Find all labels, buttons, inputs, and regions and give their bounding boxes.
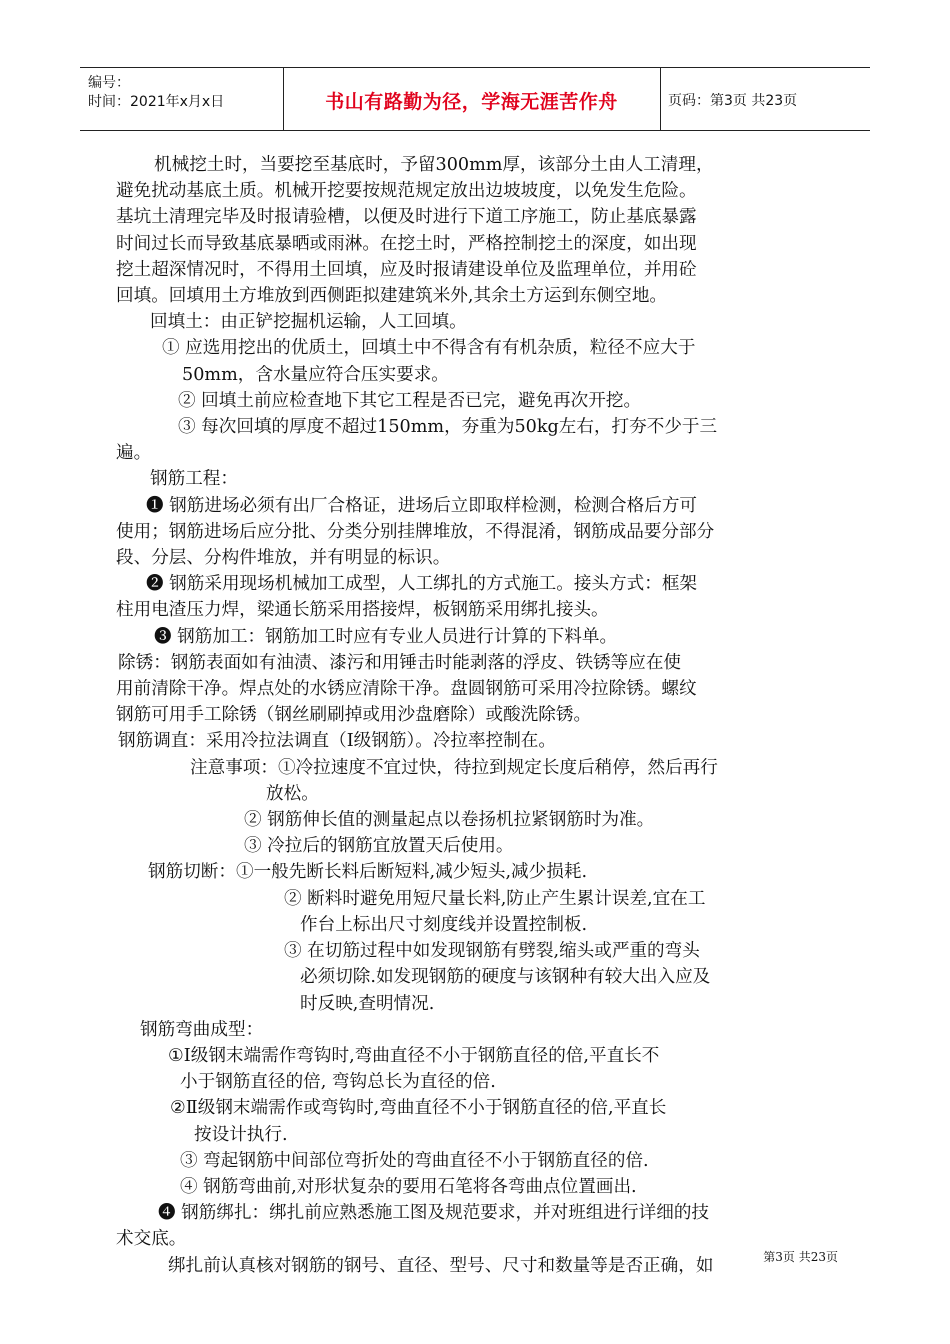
header-motto: 书山有路勤为径，学海无涯苦作舟 xyxy=(325,91,618,113)
text-line: 术交底。 xyxy=(116,1229,187,1250)
text-line: 机械挖土时，当要挖至基底时，予留300mm厚，该部分土由人工清理， xyxy=(154,155,714,175)
text-line: 回填土：由正铲挖掘机运输，人工回填。 xyxy=(150,312,467,333)
text-line: 用前清除干净。焊点处的水锈应清除干净。盘圆钢筋可采用冷拉除锈。螺纹 xyxy=(116,679,697,700)
text-line: ② 钢筋伸长值的测量起点以卷扬机拉紧钢筋时为准。 xyxy=(244,810,655,831)
text-line: 段、分层、分构件堆放，并有明显的标识。 xyxy=(116,548,451,569)
text-line: 绑扎前认真核对钢筋的钢号、直径、型号、尺寸和数量等是否正确，如 xyxy=(168,1255,714,1276)
text-line: ③ 弯起钢筋中间部位弯折处的弯曲直径不小于钢筋直径的倍. xyxy=(180,1150,649,1171)
text-line: 避免扰动基底土质。机械开挖要按规范规定放出边坡坡度，以免发生危险。 xyxy=(116,181,697,202)
text-line: ④ 钢筋弯曲前,对形状复杂的要用石笔将各弯曲点位置画出. xyxy=(180,1176,637,1197)
text-line: ❹ 钢筋绑扎：绑扎前应熟悉施工图及规范要求，并对班组进行详细的技 xyxy=(158,1203,710,1224)
header-meta xyxy=(88,74,224,112)
header-page-info: 页码：第3页 共23页 xyxy=(668,93,798,109)
time-label: 时间：2021年x月x日 xyxy=(88,94,225,110)
text-line: ③ 冷拉后的钢筋宜放置天后使用。 xyxy=(244,836,514,857)
text-line: ①Ⅰ级钢末端需作弯钩时,弯曲直径不小于钢筋直径的倍,平直长不 xyxy=(168,1045,660,1066)
text-line: 钢筋工程： xyxy=(150,469,238,490)
text-line: 按设计执行. xyxy=(194,1124,288,1145)
text-line: 除锈：钢筋表面如有油渍、漆污和用锤击时能剥落的浮皮、铁锈等应在使 xyxy=(118,652,682,673)
text-line: 必须切除.如发现钢筋的硬度与该钢种有较大出入应及 xyxy=(300,967,711,988)
text-line: 钢筋可用手工除锈（钢丝刷刷掉或用沙盘磨除）或酸洗除锈。 xyxy=(116,705,592,726)
text-line: 柱用电渣压力焊，梁通长筋采用搭接焊，板钢筋采用绑扎接头。 xyxy=(116,600,609,621)
text-line: 遍。 xyxy=(116,443,152,464)
text-line: ① 应选用挖出的优质土，回填土中不得含有有机杂质，粒径不应大于 xyxy=(162,338,696,359)
text-line: 放松。 xyxy=(266,783,319,804)
page-footer: 第3页 共23页 xyxy=(763,1250,838,1264)
text-line: 基坑土清理完毕及时报请验槽，以便及时进行下道工序施工，防止基底暴露 xyxy=(116,207,697,228)
text-line: 注意事项：①冷拉速度不宜过快，待拉到规定长度后稍停，然后再行 xyxy=(190,757,718,778)
text-line: ② 回填土前应检查地下其它工程是否已完，避免再次开挖。 xyxy=(178,390,642,411)
text-line: ❷ 钢筋采用现场机械加工成型，人工绑扎的方式施工。接头方式：框架 xyxy=(146,574,698,595)
text-line: 时间过长而导致基底暴晒或雨淋。在挖土时，严格控制挖土的深度，如出现 xyxy=(116,233,697,254)
text-line: 挖土超深情况时，不得用土回填，应及时报请建设单位及监理单位，并用砼 xyxy=(116,259,697,280)
header-divider xyxy=(660,68,661,130)
body-text xyxy=(116,152,840,1279)
text-line: ❸ 钢筋加工：钢筋加工时应有专业人员进行计算的下料单。 xyxy=(154,626,618,647)
code-label: 编号： xyxy=(88,75,130,91)
text-line: 时反映,查明情况. xyxy=(300,993,435,1014)
text-line: ③ 在切筋过程中如发现钢筋有劈裂,缩头或严重的弯头 xyxy=(284,941,700,962)
text-line: ③ 每次回填的厚度不超过150mm，夯重为50kg左右，打夯不少于三 xyxy=(178,417,718,438)
text-line: ② 断料时避免用短尺量长料,防止产生累计误差,宜在工 xyxy=(284,888,706,909)
text-line: ②Ⅱ级钢末端需作或弯钩时,弯曲直径不小于钢筋直径的倍,平直长 xyxy=(170,1098,667,1119)
text-line: 小于钢筋直径的倍, 弯钩总长为直径的倍. xyxy=(180,1072,496,1093)
text-line: 钢筋弯曲成型： xyxy=(140,1019,264,1040)
text-line: 钢筋切断：①一般先断长料后断短料,减少短头,减少损耗. xyxy=(148,862,588,883)
text-line: 回填。回填用土方堆放到西侧距拟建建筑米外,其余土方运到东侧空地。 xyxy=(116,286,668,307)
text-line: 使用；钢筋进场后应分批、分类分别挂牌堆放，不得混淆，钢筋成品要分部分 xyxy=(116,521,715,542)
text-line: ❶ 钢筋进场必须有出厂合格证，进场后立即取样检测，检测合格后方可 xyxy=(146,495,698,516)
header-table xyxy=(80,67,870,131)
text-line: 作台上标出尺寸刻度线并设置控制板. xyxy=(300,914,588,935)
text-line: 50mm，含水量应符合压实要求。 xyxy=(182,364,449,385)
text-line: 钢筋调直：采用冷拉法调直（Ⅰ级钢筋）。冷拉率控制在。 xyxy=(118,731,556,752)
